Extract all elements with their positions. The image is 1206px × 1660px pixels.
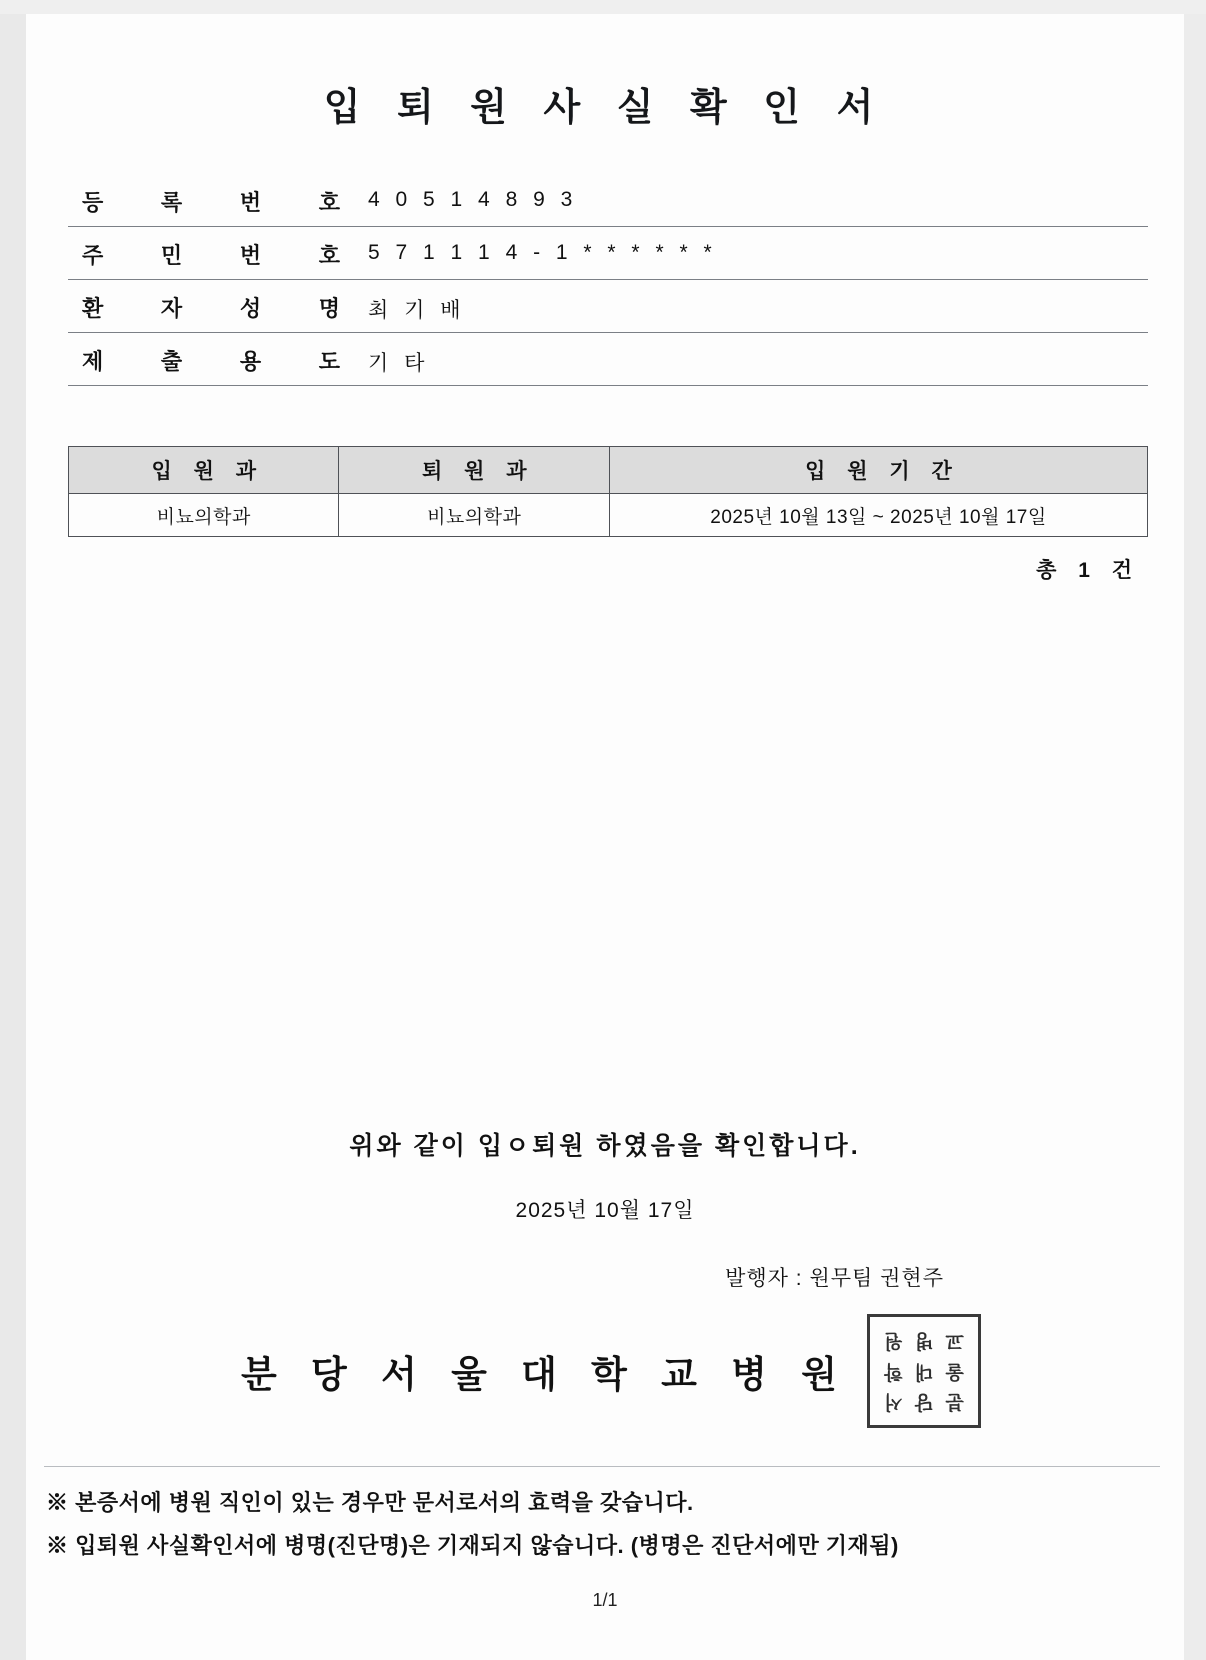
label-char: 호 <box>318 190 342 215</box>
page-title: 입 퇴 원 사 실 확 인 서 <box>323 87 887 129</box>
seal-char: 당 <box>914 1391 934 1414</box>
column-header-admission-dept: 입 원 과 <box>69 447 339 494</box>
hospital-signature-row <box>26 1314 1184 1428</box>
label-char: 자 <box>160 296 185 321</box>
field-row-registration-number <box>68 174 1148 227</box>
seal-char: 분 <box>945 1391 964 1414</box>
label-char: 번 <box>239 190 264 215</box>
field-label-resident-number <box>82 239 342 270</box>
total-count: 총 1 건 <box>1036 559 1140 582</box>
seal-char: 병 <box>914 1329 934 1352</box>
cell-discharge-dept: 비뇨의학과 <box>339 494 609 537</box>
scan-edge-right <box>1184 0 1206 1660</box>
label-char: 제 <box>82 349 106 374</box>
label-char: 용 <box>239 349 264 374</box>
table-header-row <box>69 447 1148 494</box>
seal-char: 대 <box>914 1360 934 1383</box>
label-char: 민 <box>160 243 185 268</box>
label-char: 호 <box>318 243 342 268</box>
field-value-submission-purpose: 기 타 <box>368 352 430 375</box>
paper-surface <box>26 14 1184 1660</box>
cell-admission-period: 2025년 10월 13일 ~ 2025년 10월 17일 <box>609 494 1147 537</box>
label-char: 도 <box>318 349 342 374</box>
confirmation-date: 2025년 10월 17일 <box>515 1199 695 1222</box>
column-header-discharge-dept: 퇴 원 과 <box>339 447 609 494</box>
label-char: 번 <box>239 243 264 268</box>
admission-table <box>68 446 1148 537</box>
label-char: 성 <box>239 296 264 321</box>
seal-char: 울 <box>945 1360 964 1383</box>
column-header-admission-period: 입 원 기 간 <box>609 447 1147 494</box>
scan-edge-top <box>0 0 1206 14</box>
label-char: 주 <box>82 243 106 268</box>
field-value-resident-number: 5 7 1 1 1 4 - 1 * * * * * * <box>368 241 717 264</box>
confirmation-statement: 위와 같이 입ㅇ퇴원 하였음을 확인합니다. <box>349 1132 861 1160</box>
page-number: 1/1 <box>592 1590 618 1610</box>
seal-char: 원 <box>884 1329 903 1352</box>
field-value-patient-name: 최 기 배 <box>368 299 466 322</box>
seal-characters <box>878 1325 970 1417</box>
footer-notes <box>46 1486 1160 1572</box>
note-line-2: ※ 입퇴원 사실확인서에 병명(진단명)은 기재되지 않습니다. (병명은 진단서에만 기재됨) <box>46 1533 899 1558</box>
field-value-registration-number: 4 0 5 1 4 8 9 3 <box>368 188 578 211</box>
field-label-registration-number <box>82 186 342 217</box>
field-label-patient-name <box>82 292 342 323</box>
note-line-1: ※ 본증서에 병원 직인이 있는 경우만 문서로서의 효력을 갖습니다. <box>46 1490 694 1515</box>
hospital-name: 분 당 서 울 대 학 교 병 원 <box>241 1354 849 1395</box>
scan-edge-left <box>0 0 26 1660</box>
field-row-patient-name <box>68 280 1148 333</box>
field-label-submission-purpose <box>82 345 342 376</box>
cell-admission-dept: 비뇨의학과 <box>69 494 339 537</box>
official-seal-icon <box>867 1314 981 1428</box>
admission-table-wrap <box>68 446 1148 537</box>
field-row-resident-number <box>68 227 1148 280</box>
label-char: 명 <box>318 296 342 321</box>
label-char: 출 <box>160 349 185 374</box>
notes-divider <box>44 1466 1160 1467</box>
seal-char: 학 <box>884 1360 903 1383</box>
label-char: 등 <box>82 190 106 215</box>
label-char: 환 <box>82 296 106 321</box>
patient-info-fields <box>68 174 1148 386</box>
label-char: 록 <box>160 190 185 215</box>
issuer-line: 발행자 : 원무팀 권현주 <box>725 1267 944 1290</box>
field-row-submission-purpose <box>68 333 1148 386</box>
seal-char: 서 <box>884 1391 903 1414</box>
table-row <box>69 494 1148 537</box>
seal-char: 교 <box>945 1329 964 1352</box>
